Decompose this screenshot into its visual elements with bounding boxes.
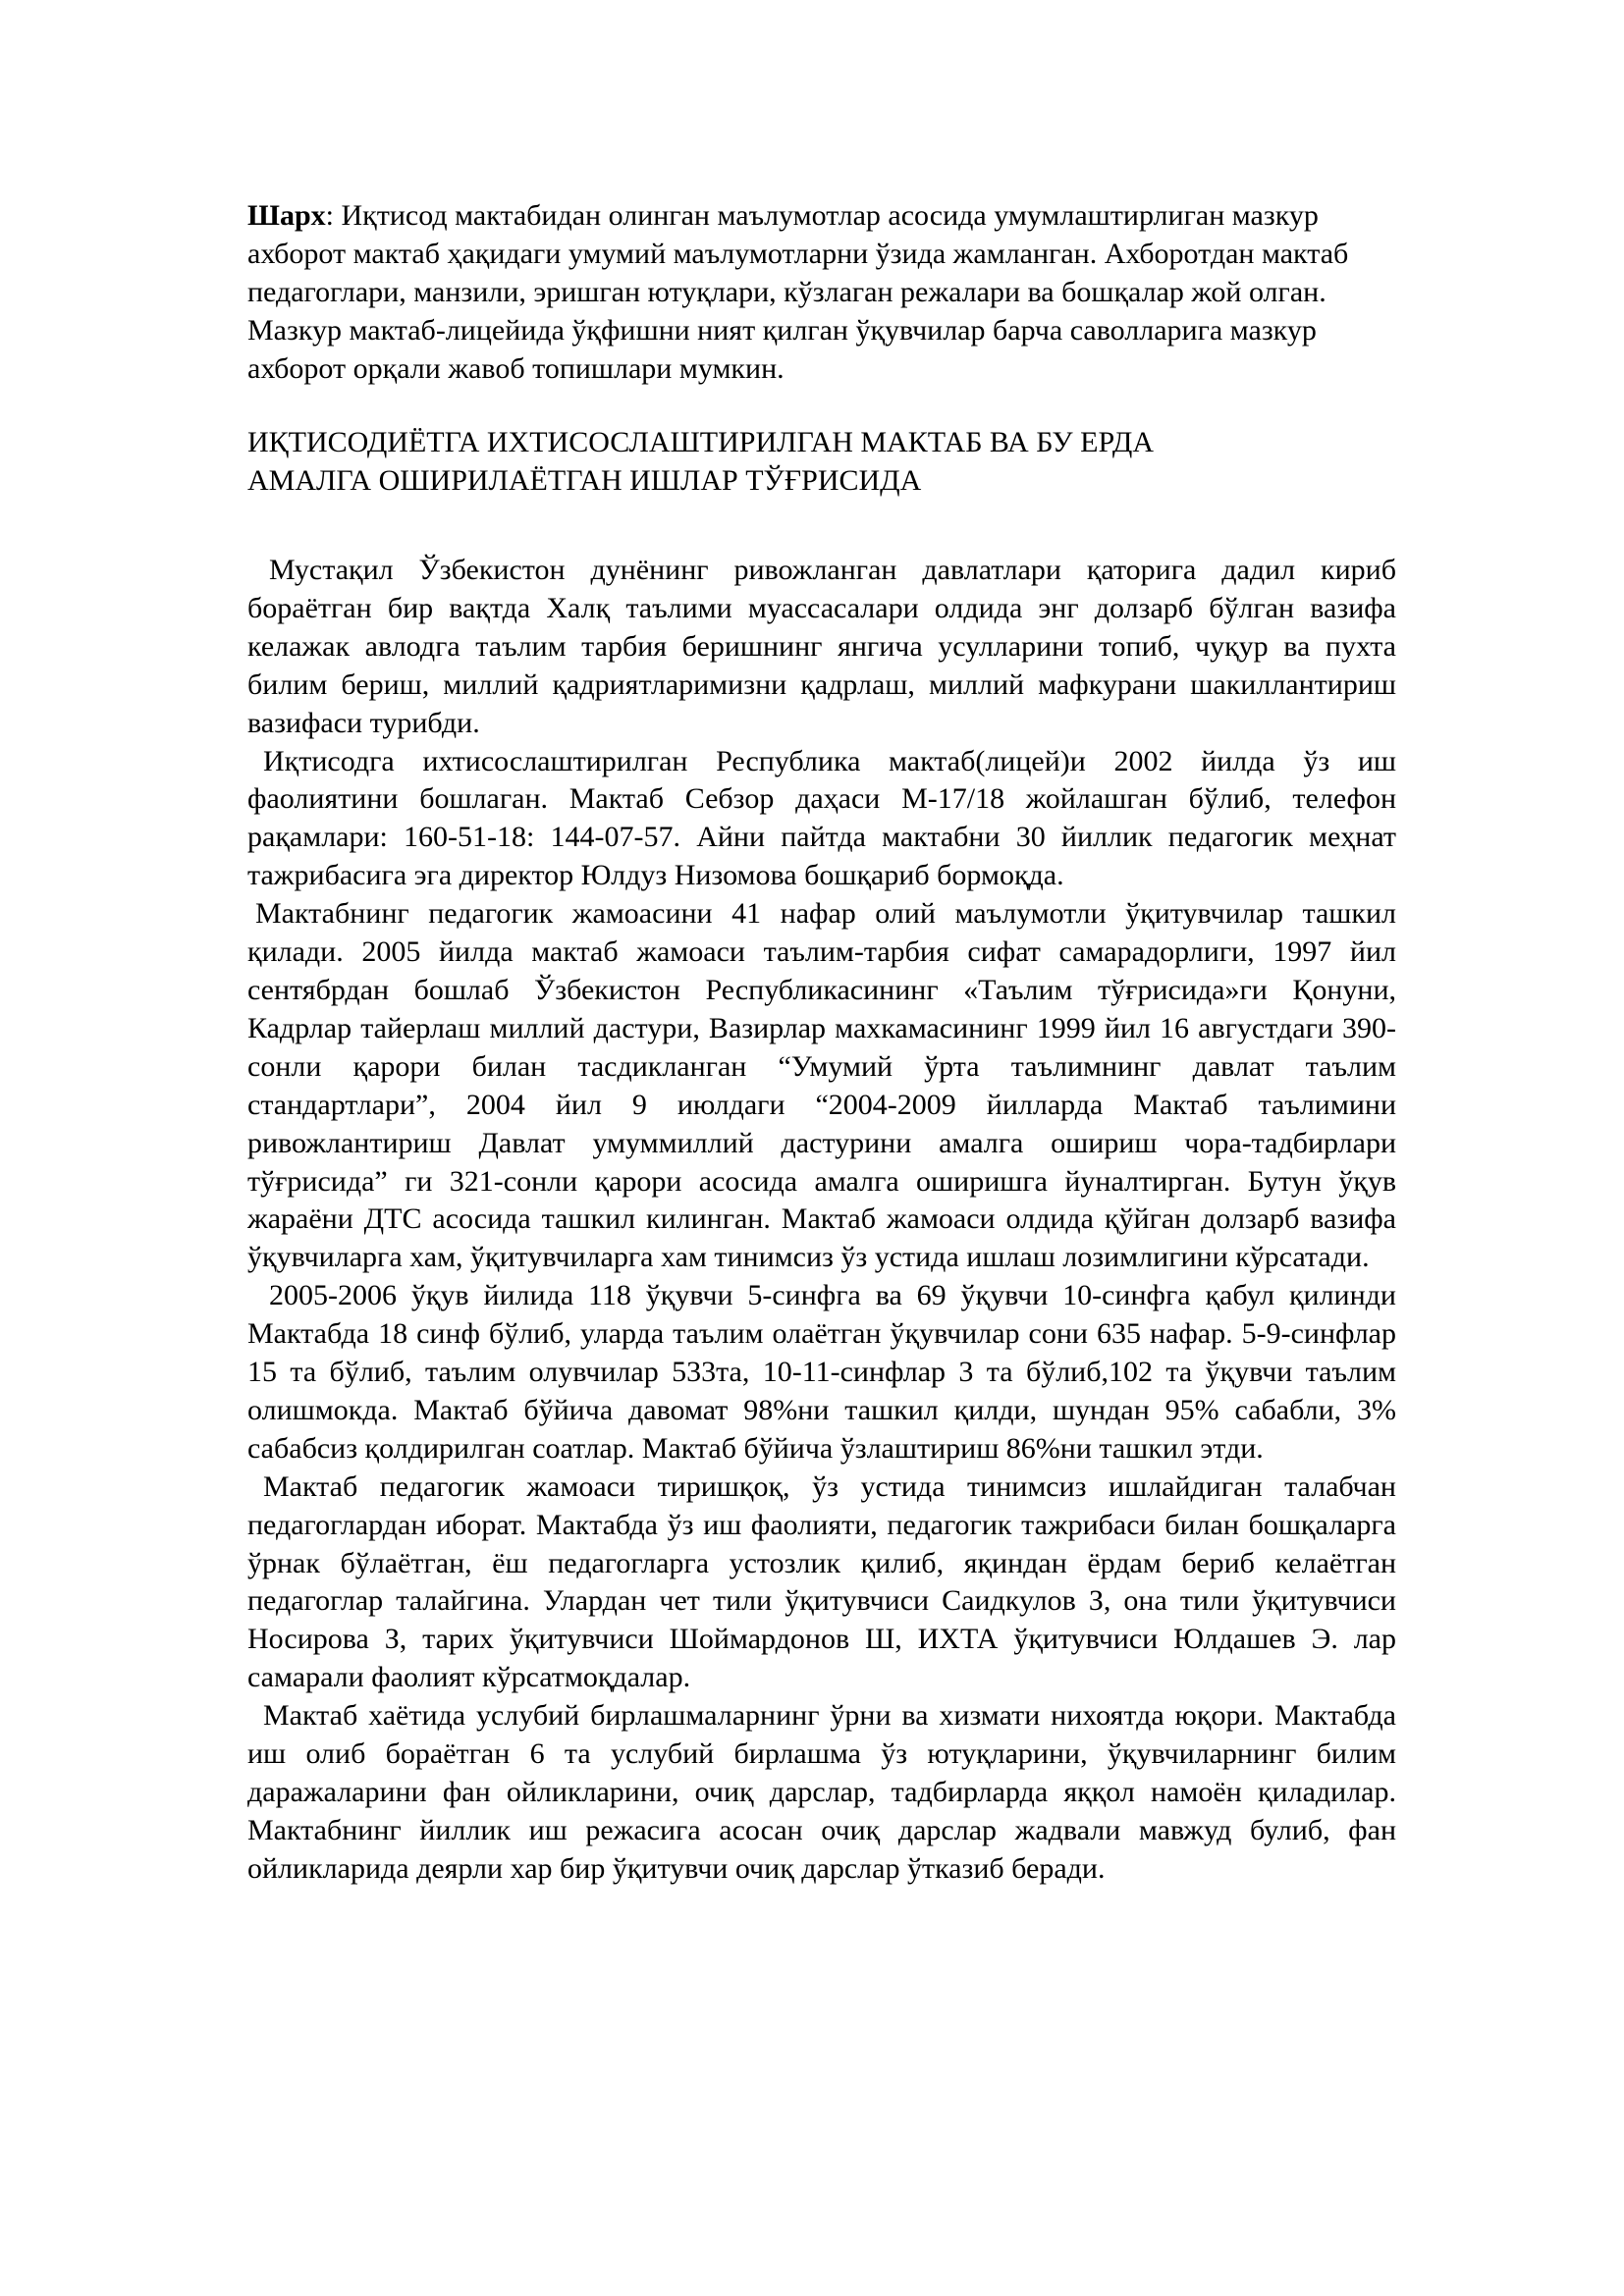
body-paragraph-4: 2005-2006 ўқув йилида 118 ўқувчи 5-синфга ва 69 ўқувчи 10-синфга қабул қилинди Мактабда 18 синф бўлиб, уларда таълим олаётган ўқувчилар сони 635 нафар. 5-9-синфлар 15 та бўлиб, таълим олувчилар 533та, 10-11-синфлар 3 та бўлиб,102 та ўқувчи таълим олишмокда. Мактаб бўйича давомат 98%ни ташкил қилди, шундан 95% сабабли, 3% сабабсиз қолдирилган соатлар. Мактаб бўйича ўзлаштириш 86%ни ташкил этди. [247,1279,1396,1465]
document-heading [247,423,1396,500]
heading-line-1: ИҚТИСОДИЁТГА ИХТИСОСЛАШТИРИЛГАН МАКТАБ ВА БУ ЕРДА [247,426,1155,458]
summary-label: Шарх [247,199,326,232]
heading-line-2: АМАЛГА ОШИРИЛАЁТГАН ИШЛАР ТЎҒРИСИДА [247,464,922,497]
body-paragraph-3: Мактабнинг педагогик жамоасини 41 нафар олий маълумотли ўқитувчилар ташкил қилади. 2005 йилда мактаб жамоаси таълим-тарбия сифат самарадорлиги, 1997 йил сентябрдан бошлаб Ўзбекистон Республикасининг «Таълим тўғрисида»ги Қонуни, Кадрлар тайерлаш миллий дастури, Вазирлар махкамасининг 1999 йил 16 августдаги 390-сонли қарори билан тасдикланган “Умумий ўрта таълимнинг давлат таълим стандартлари”, 2004 йил 9 июлдаги “2004-2009 йилларда Мактаб таълимини ривожлантириш Давлат умуммиллий дастурини амалга ошириш чора-тадбирлари тўғрисида” ги 321-сонли қарори асосида амалга оширишга йуналтирган. Бутун ўқув жараёни ДТС асосида ташкил килинган. Мактаб жамоаси олдида қўйган долзарб вазифа ўқувчиларга хам, ўқитувчиларга хам тинимсиз ўз устида ишлаш лозимлигини кўрсатади. [247,897,1396,1274]
body-text [247,552,1396,1889]
body-paragraph-5: Мактаб педагогик жамоаси тиришқоқ, ўз устида тинимсиз ишлайдиган талабчан педагоглардан иборат. Мактабда ўз иш фаолияти, педагогик тажрибаси билан бошқаларга ўрнак бўлаётган, ёш педагогларга устозлик қилиб, яқиндан ёрдам бериб келаётган педагоглар талайгина. Улардан чет тили ўқитувчиси Саидкулов З, она тили ўқитувчиси Носирова З, тарих ўқитувчиси Шоймардонов Ш, ИХТА ўқитувчиси Юлдашев Э. лар самарали фаолият кўрсатмоқдалар. [247,1469,1396,1694]
body-paragraph-1: Мустақил Ўзбекистон дунёнинг ривожланган давлатлари қаторига дадил кириб бораётган бир вақтда Халқ таълими муассасалари олдида энг долзарб бўлган вазифа келажак авлодга таълим тарбия беришнинг янгича усулларини топиб, чуқур ва пухта билим бериш, миллий қадриятларимизни қадрлаш, миллий мафкурани шакиллантириш вазифаси турибди. [247,554,1396,739]
body-paragraph-6: Мактаб хаётида услубий бирлашмаларнинг ўрни ва хизмати нихоятда юқори. Мактабда иш олиб бораётган 6 та услубий бирлашма ўз ютуқларини, ўқувчиларнинг билим даражаларини фан ойликларини, очиқ дарслар, тадбирларда яққол намоён қиладилар. Мактабнинг йиллик иш режасига асосан очиқ дарслар жадвали мавжуд булиб, фан ойликларида деярли хар бир ўқитувчи очиқ дарслар ўтказиб беради. [247,1699,1396,1885]
summary-text: : Иқтисод мактабидан олинган маълумотлар асосида умумлаштирлиган мазкур ахборот мактаб ҳақидаги умумий маълумотларни ўзида жамланган. Ахборотдан мактаб педагоглари, манзили, эришган ютуқлари, кўзлаган режалари ва бошқалар жой олган. Мазкур мактаб-лицейида ўқфишни ният қилган ўқувчилар барча саволларига мазкур ахборот орқали жавоб топишлари мумкин. [247,199,1349,385]
summary-paragraph [247,196,1396,388]
body-paragraph-2: Иқтисодга ихтисослаштирилган Республика мактаб(лицей)и 2002 йилда ўз иш фаолиятини бошлаган. Мактаб Себзор даҳаси М-17/18 жойлашган бўлиб, телефон рақамлари: 160-51-18: 144-07-57. Айни пайтда мактабни 30 йиллик педагогик меҳнат тажрибасига эга директор Юлдуз Низомова бошқариб бормоқда. [247,744,1396,892]
document-page [247,196,1396,1889]
